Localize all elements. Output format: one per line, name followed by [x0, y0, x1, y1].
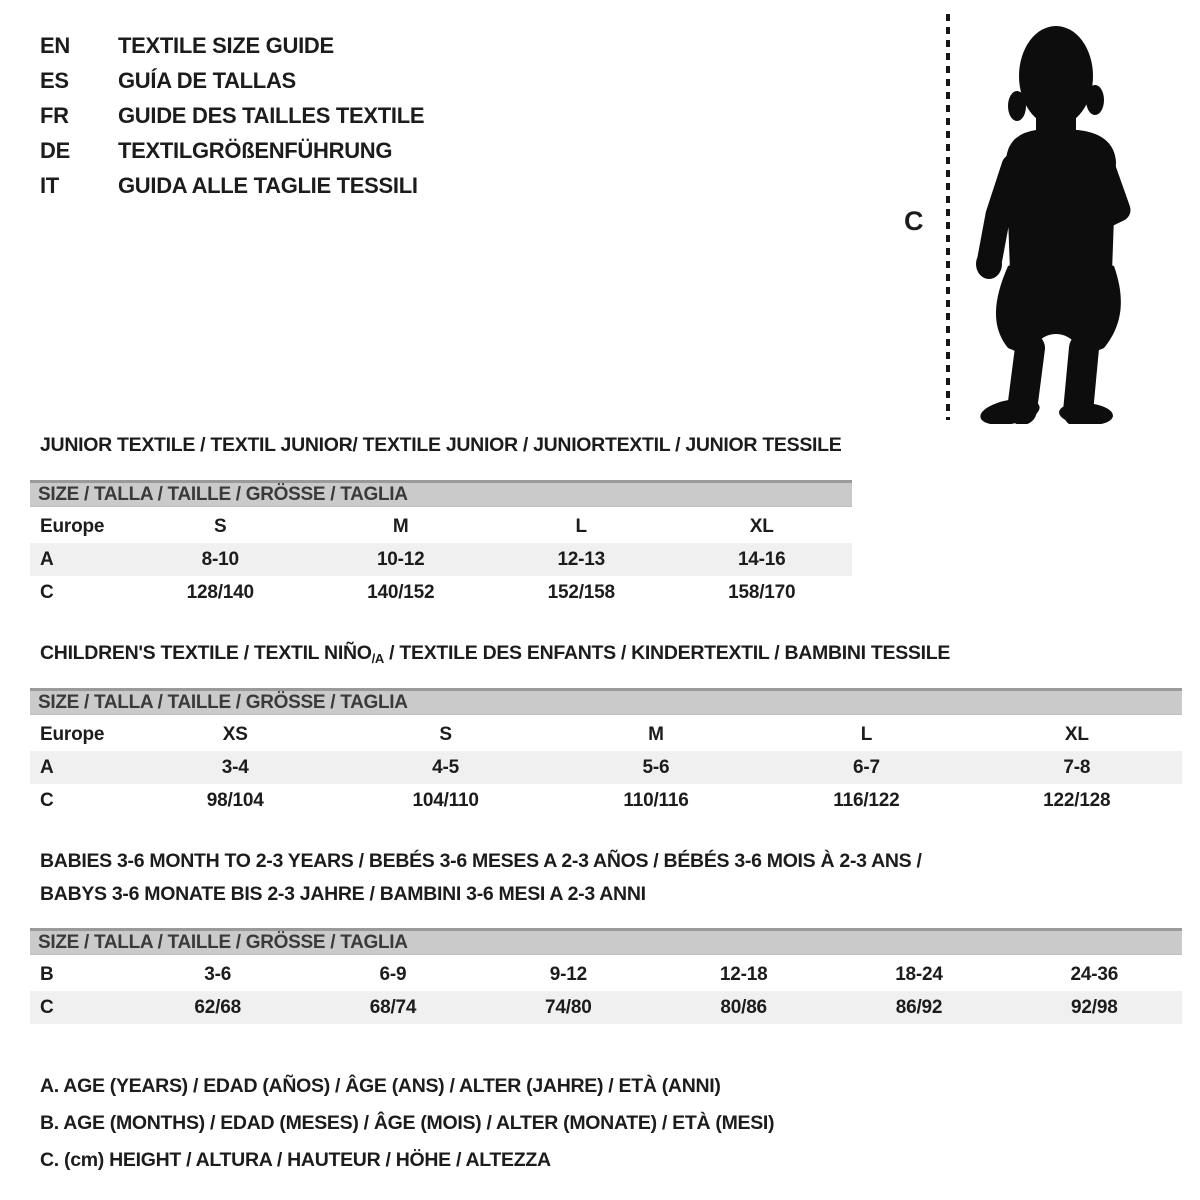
junior-size-table	[30, 480, 852, 609]
height-measure-label: C	[904, 206, 924, 236]
table-cell: 116/122	[833, 789, 900, 811]
size-header-bar: SIZE / TALLA / TAILLE / GRÖSSE / TAGLIA	[30, 928, 1182, 955]
table-row-height	[30, 991, 1182, 1024]
table-cell: 74/80	[545, 996, 592, 1018]
table-cell: 140/152	[367, 581, 435, 603]
language-row-fr	[40, 98, 424, 133]
table-cell: 6-9	[379, 963, 407, 985]
row-label: C	[40, 996, 54, 1018]
table-cell: 12-18	[719, 963, 768, 985]
table-cell: 86/92	[895, 996, 943, 1018]
guide-title-en: TEXTILE SIZE GUIDE	[118, 32, 334, 58]
babies-size-table	[30, 928, 1182, 1024]
table-cell: 104/110	[412, 789, 479, 811]
language-title-list	[40, 28, 424, 203]
height-measure-dashed-line	[946, 14, 950, 420]
note-height-cm: C. (cm) HEIGHT / ALTURA / HAUTEUR / HÖHE / ALTEZZA	[40, 1149, 551, 1171]
babies-title-line2: BABYS 3-6 MONATE BIS 2-3 JAHRE / BAMBINI 3-6 MESI A 2-3 ANNI	[40, 883, 646, 905]
guide-title-de: TEXTILGRÖßENFÜHRUNG	[118, 137, 393, 163]
row-label: A	[40, 548, 54, 570]
language-code: FR	[40, 102, 69, 128]
row-label: C	[40, 581, 54, 603]
table-cell: L	[860, 723, 873, 745]
guide-title-fr: GUIDE DES TAILLES TEXTILE	[118, 102, 425, 128]
table-cell: XL	[1064, 723, 1089, 745]
language-code: IT	[40, 172, 59, 198]
row-label: A	[40, 756, 54, 778]
guide-title-es: GUÍA DE TALLAS	[118, 67, 296, 93]
row-label: Europe	[40, 723, 105, 745]
table-cell: 7-8	[1063, 756, 1091, 778]
language-row-es	[40, 63, 424, 98]
table-cell: 8-10	[201, 548, 239, 570]
table-cell: 9-12	[549, 963, 587, 985]
table-cell: 122/128	[1043, 789, 1111, 811]
row-label: C	[40, 789, 54, 811]
table-cell: 62/68	[194, 996, 241, 1018]
table-cell: L	[575, 515, 587, 537]
size-header-bar: SIZE / TALLA / TAILLE / GRÖSSE / TAGLIA	[30, 688, 1182, 715]
table-cell: M	[392, 515, 409, 537]
table-cell: 68/74	[369, 996, 417, 1018]
language-row-de	[40, 133, 424, 168]
table-cell: M	[648, 723, 664, 745]
children-title-post: / TEXTILE DES ENFANTS / KINDERTEXTIL / BAMBINI TESSILE	[384, 642, 951, 664]
table-cell: 4-5	[432, 756, 460, 778]
table-row-europe	[30, 718, 1182, 751]
guide-title-it: GUIDA ALLE TAGLIE TESSILI	[118, 172, 418, 198]
children-size-table	[30, 688, 1182, 817]
language-row-it	[40, 168, 424, 203]
children-section-title	[40, 642, 950, 666]
note-age-years: A. AGE (YEARS) / EDAD (AÑOS) / ÂGE (ANS) / ALTER (JAHRE) / ETÀ (ANNI)	[40, 1075, 721, 1097]
junior-section-title: JUNIOR TEXTILE / TEXTIL JUNIOR/ TEXTILE JUNIOR / JUNIORTEXTIL / JUNIOR TESSILE	[40, 434, 842, 456]
table-cell: 3-4	[221, 756, 249, 778]
table-cell: 98/104	[206, 789, 264, 811]
language-code: DE	[40, 137, 70, 163]
table-cell: 152/158	[547, 581, 615, 603]
table-cell: S	[439, 723, 452, 745]
language-code: EN	[40, 32, 70, 58]
babies-section-title	[40, 845, 922, 911]
table-cell: 92/98	[1071, 996, 1118, 1018]
legend-notes	[40, 1068, 774, 1179]
table-cell: 158/170	[728, 581, 796, 603]
table-row-europe	[30, 510, 852, 543]
size-header-bar: SIZE / TALLA / TAILLE / GRÖSSE / TAGLIA	[30, 480, 852, 507]
table-cell: 128/140	[186, 581, 254, 603]
table-row-months	[30, 958, 1182, 991]
note-age-months: B. AGE (MONTHS) / EDAD (MESES) / ÂGE (MOIS) / ALTER (MONATE) / ETÀ (MESI)	[40, 1112, 775, 1134]
table-row-age	[30, 751, 1182, 784]
table-cell: XL	[749, 515, 774, 537]
children-title-pre: CHILDREN'S TEXTILE / TEXTIL NIÑO	[40, 642, 372, 664]
table-cell: 110/116	[623, 789, 689, 811]
table-row-height	[30, 784, 1182, 817]
language-row-en	[40, 28, 424, 63]
table-cell: 3-6	[204, 963, 232, 985]
row-label: Europe	[40, 515, 105, 537]
table-cell: S	[214, 515, 227, 537]
table-row-height	[30, 576, 852, 609]
table-cell: 18-24	[895, 963, 943, 985]
table-cell: 80/86	[720, 996, 767, 1018]
table-cell: 12-13	[557, 548, 606, 570]
children-title-subscript: /A	[371, 651, 385, 666]
table-cell: 10-12	[376, 548, 425, 570]
table-cell: 24-36	[1070, 963, 1119, 985]
table-cell: XS	[222, 723, 248, 745]
language-code: ES	[40, 67, 69, 93]
table-cell: 5-6	[642, 756, 670, 778]
table-row-age	[30, 543, 852, 576]
table-cell: 14-16	[737, 548, 786, 570]
toddler-silhouette-image	[956, 20, 1150, 424]
babies-title-line1: BABIES 3-6 MONTH TO 2-3 YEARS / BEBÉS 3-6 MESES A 2-3 AÑOS / BÉBÉS 3-6 MOIS À 2-3 ANS /	[40, 850, 922, 872]
row-label: B	[40, 963, 54, 985]
table-cell: 6-7	[852, 756, 880, 778]
